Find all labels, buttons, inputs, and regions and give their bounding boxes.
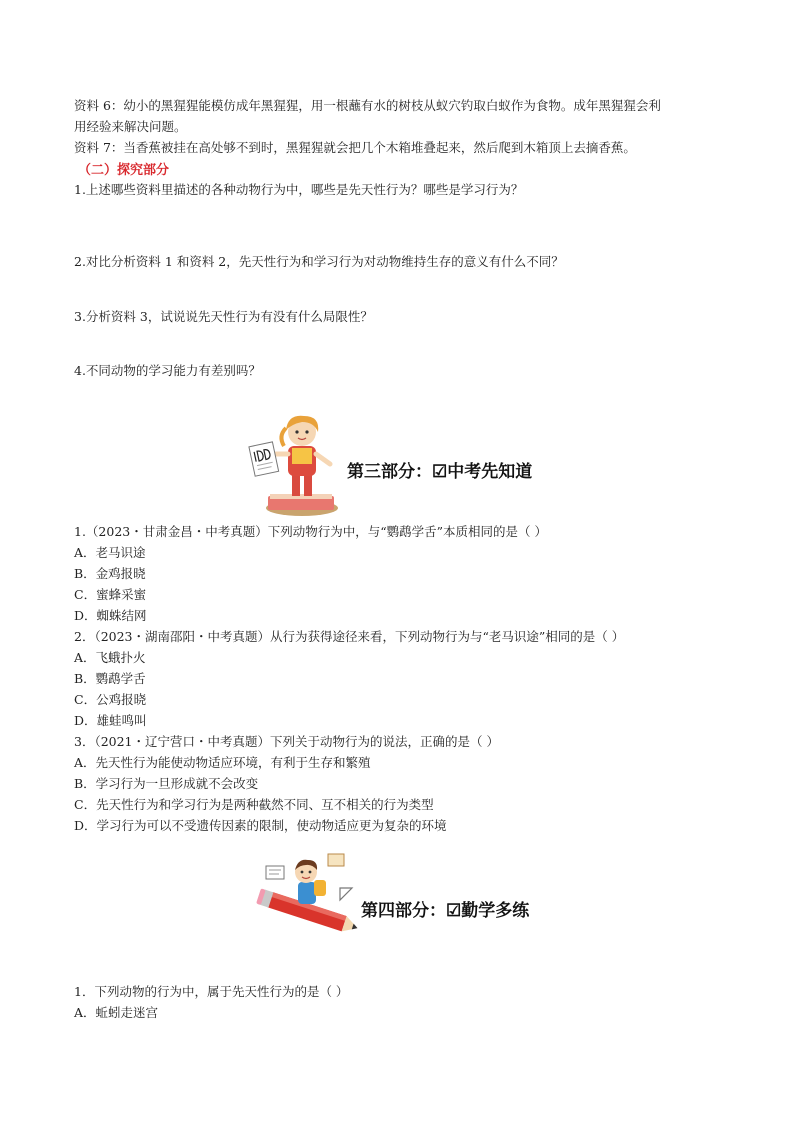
- section-explore-title: （二）探究部分: [78, 163, 170, 178]
- material-7: 资料 7：当香蕉被挂在高处够不到时，黑猩猩就会把几个木箱堆叠起来，然后爬到木箱顶上去摘香蕉。: [74, 140, 636, 155]
- part3-q3-option-d: D．学习行为可以不受遗传因素的限制，使动物适应更为复杂的环境: [74, 818, 447, 833]
- part3-q1-option-a: A．老马识途: [74, 545, 146, 560]
- part3-q3-option-a: A．先天性行为能使动物适应环境，有利于生存和繁殖: [74, 755, 371, 770]
- girl-with-exam-paper-illustration: [248, 410, 344, 518]
- explore-question-1: 1.上述哪些资料里描述的各种动物行为中，哪些是先天性行为？哪些是学习行为？: [74, 182, 524, 197]
- part3-question-1: 1.（2023・甘肃金昌・中考真题）下列动物行为中，与“鹦鹉学舌”本质相同的是（ ）: [74, 524, 547, 539]
- explore-question-4: 4.不同动物的学习能力有差别吗？: [74, 363, 261, 378]
- explore-question-3: 3.分析资料 3，试说说先天性行为有没有什么局限性？: [74, 309, 373, 324]
- part3-q3-option-c: C．先天性行为和学习行为是两种截然不同、互不相关的行为类型: [74, 797, 434, 812]
- part4-question-1: 1．下列动物的行为中，属于先天性行为的是（ ）: [74, 984, 349, 999]
- boy-riding-pencil-illustration: [256, 852, 360, 942]
- part3-q1-option-b: B．金鸡报晓: [74, 566, 146, 581]
- part3-heading: 第三部分：☑中考先知道: [347, 462, 533, 482]
- part3-question-2: 2．（2023・湖南邵阳・中考真题）从行为获得途径来看，下列动物行为与“老马识途”相同的是（ ）: [74, 629, 625, 644]
- material-6-line-1: 资料 6：幼小的黑猩猩能模仿成年黑猩猩，用一根蘸有水的树枝从蚁穴钓取白蚁作为食物。成年黑猩猩会利: [74, 98, 661, 113]
- part3-q2-option-c: C．公鸡报晓: [74, 692, 147, 707]
- part3-q3-option-b: B．学习行为一旦形成就不会改变: [74, 776, 259, 791]
- explore-question-2: 2.对比分析资料 1 和资料 2，先天性行为和学习行为对动物维持生存的意义有什么不同？: [74, 254, 564, 269]
- part3-q1-option-c: C．蜜蜂采蜜: [74, 587, 147, 602]
- part4-heading: 第四部分：☑勤学多练: [361, 901, 530, 921]
- part3-q2-option-a: A．飞蛾扑火: [74, 650, 146, 665]
- part3-q2-option-b: B．鹦鹉学舌: [74, 671, 146, 686]
- material-6-line-2: 用经验来解决问题。: [74, 119, 187, 134]
- part3-q2-option-d: D．雄蛙鸣叫: [74, 713, 147, 728]
- part3-question-3: 3．（2021・辽宁营口・中考真题）下列关于动物行为的说法，正确的是（ ）: [74, 734, 499, 749]
- part3-q1-option-d: D．蜘蛛结网: [74, 608, 147, 623]
- part4-q1-option-a: A．蚯蚓走迷宫: [74, 1005, 159, 1020]
